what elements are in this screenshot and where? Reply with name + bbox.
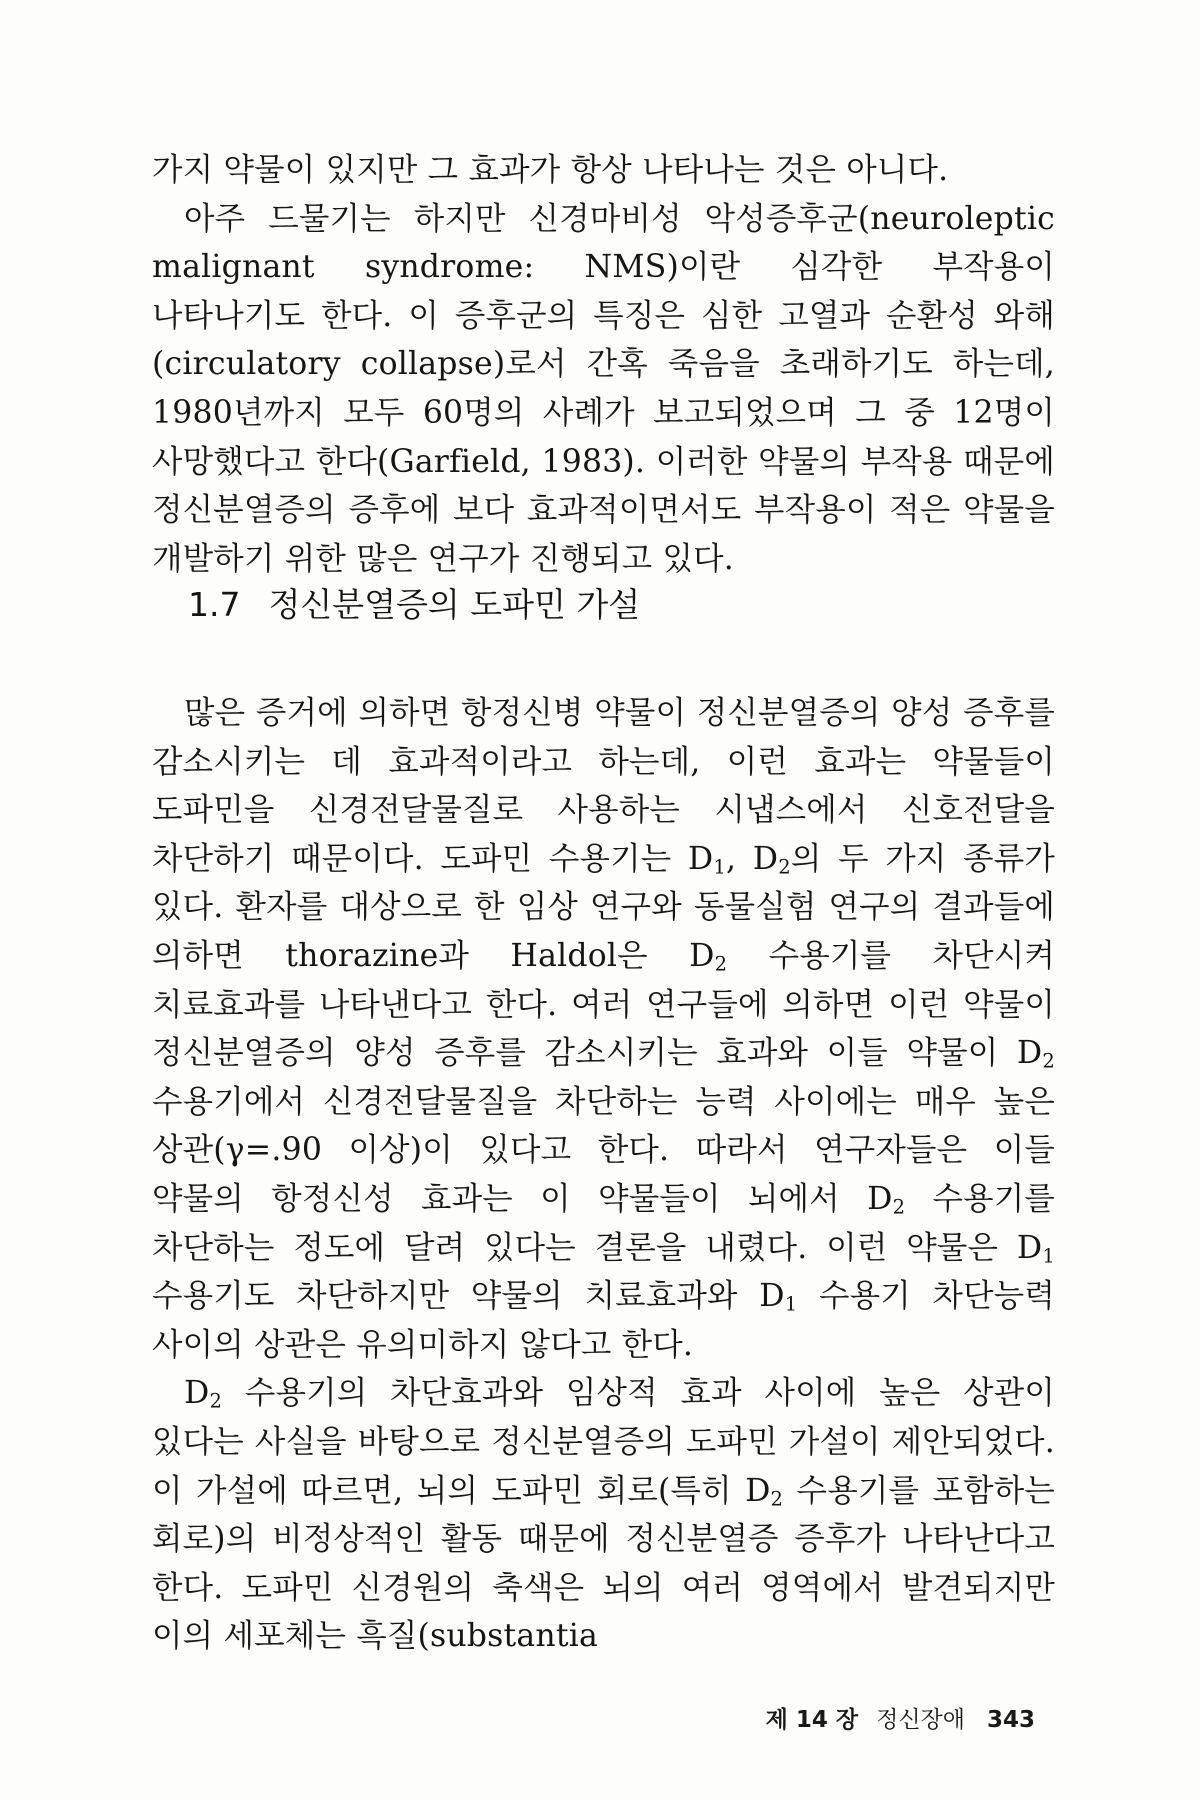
subscript: 1 (784, 1292, 798, 1316)
text-run: 의 두 가지 종류가 있다. 환자를 대상으로 한 임상 연구와 동물실험 연구의 결과들에 의하면 thorazine과 Haldol은 D (152, 840, 1055, 974)
section-heading (188, 583, 640, 627)
text-run: , D (726, 840, 779, 877)
subscript: 2 (209, 1389, 223, 1413)
chapter-label: 제 14 장 (765, 1707, 859, 1733)
subscript: 2 (770, 1486, 784, 1510)
text-run: 수용기 차단능력 사이의 상관은 유의미하지 않다고 한다. (152, 1278, 1055, 1363)
text-run: D (184, 1375, 210, 1412)
section-number: 1.7 (188, 585, 241, 624)
paragraph-nms: 아주 드물기는 하지만 신경마비성 악성증후군(neuroleptic malignant syndrome: NMS)이란 심각한 부작용이 나타나기도 한다. 이 증후군의 특징은 심한 고열과 순환성 와해(circulatory collapse)로서 간혹 죽음을 초래하기도 하는데, 1980년까지 모두 60명의 사례가 보고되었으며 그 중 12명이 사망했다고 한다(Garfield, 1983). 이러한 약물의 부작용 때문에 정신분열증의 증후에 보다 효과적이면서도 부작용이 적은 약물을 개발하기 위한 많은 연구가 진행되고 있다. (152, 200, 1055, 577)
subscript: 2 (892, 1195, 906, 1219)
subscript: 1 (1042, 1243, 1055, 1267)
text-run: 수용기도 차단하지만 약물의 치료효과와 D (152, 1278, 785, 1315)
text-run: 수용기에서 신경전달물질을 차단하는 능력 사이에는 매우 높은 상관(γ=.90 이상)이 있다고 한다. 따라서 연구자들은 이들 약물의 항정신성 효과는 이 약물들이 뇌에서 D (152, 1083, 1055, 1217)
subscript: 2 (714, 952, 728, 976)
subscript: 2 (778, 855, 791, 879)
top-text-block (152, 146, 1055, 583)
text-run: 수용기를 차단시켜 치료효과를 나타낸다고 한다. 여러 연구들에 의하면 이런 약물이 정신분열증의 양성 증후를 감소시키는 효과와 이들 약물이 D (152, 937, 1055, 1072)
text-run: 수용기의 차단효과와 임상적 효과 사이에 높은 상관이 있다는 사실을 바탕으로 정신분열증의 도파민 가설이 제안되었다. 이 가설에 따르면, 뇌의 도파민 회로(특히 D (152, 1375, 1055, 1509)
chapter-title: 정신장애 (876, 1707, 965, 1733)
paragraph-dopamine-receptors (152, 689, 1055, 1369)
text-run: 많은 증거에 의하면 항정신병 약물이 정신분열증의 양성 증후를 감소시키는 데 효과적이라고 하는데, 이런 효과는 약물들이 도파민을 신경전달물질로 사용하는 시냅스에서 신호전달을 차단하기 때문이다. 도파민 수용기는 D (152, 695, 1055, 877)
text-run: 수용기를 포함하는 회로)의 비정상적인 활동 때문에 정신분열증 증후가 나타난다고 한다. 도파민 신경원의 축색은 뇌의 여러 영역에서 발견되지만 이의 세포체는 흑질(substantia (152, 1472, 1055, 1655)
text-run: 수용기를 차단하는 정도에 달려 있다는 결론을 내렸다. 이런 약물은 D (152, 1180, 1055, 1266)
page-number: 343 (986, 1707, 1035, 1733)
subscript: 2 (1042, 1049, 1055, 1073)
section-title: 정신분열증의 도파민 가설 (268, 585, 641, 624)
subscript: 1 (713, 855, 727, 879)
page-footer (766, 1705, 1035, 1735)
main-text-block (152, 689, 1055, 1661)
paragraph-continued: 가지 약물이 있지만 그 효과가 항상 나타나는 것은 아니다. (152, 152, 949, 188)
paragraph-dopamine-hypothesis (152, 1369, 1055, 1661)
